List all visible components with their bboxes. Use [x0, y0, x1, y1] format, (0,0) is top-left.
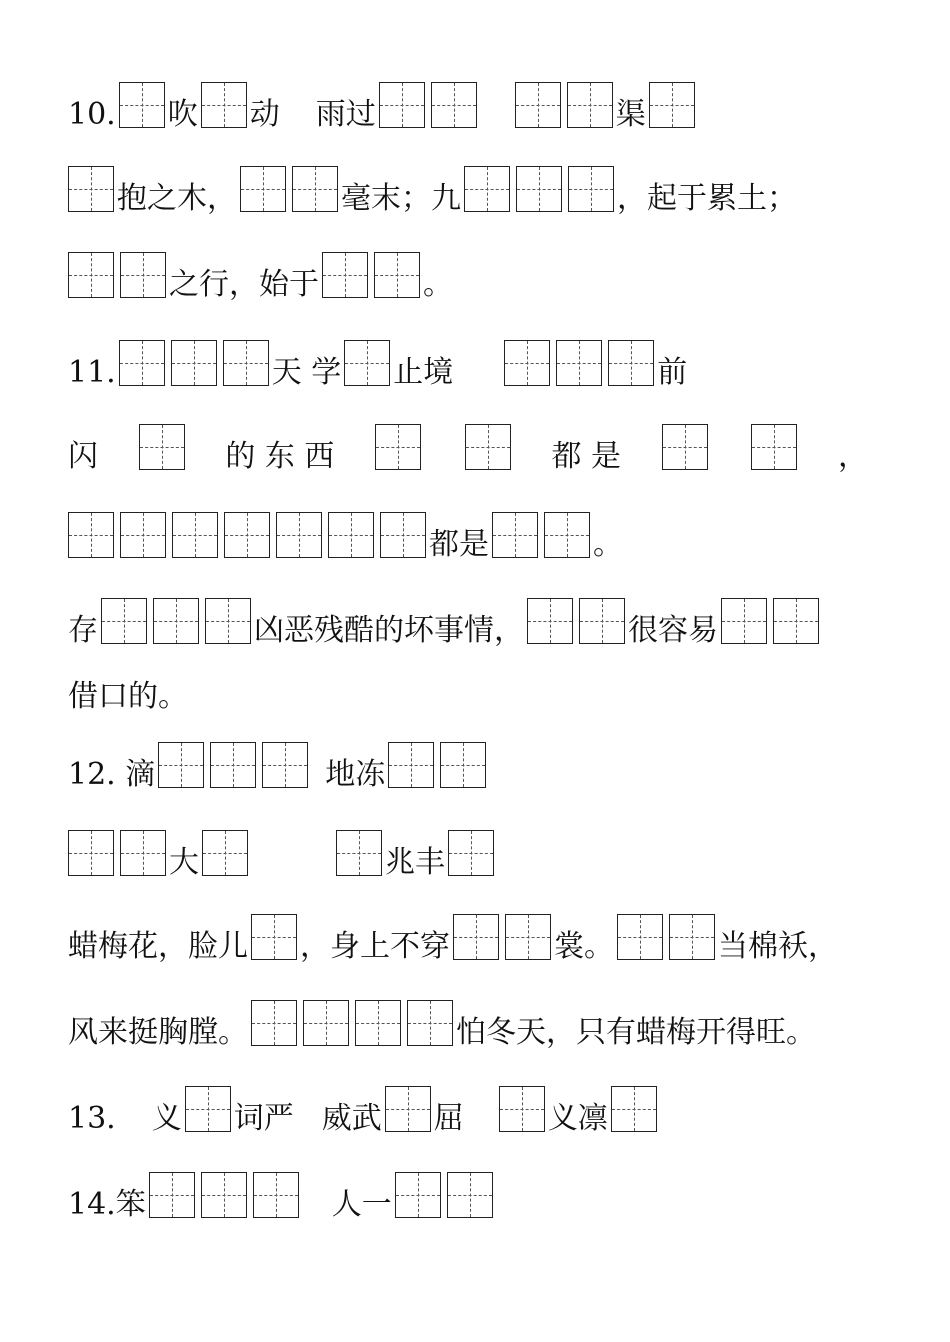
q12-line-1	[68, 742, 489, 792]
answer-box[interactable]	[119, 82, 165, 128]
answer-box[interactable]	[544, 512, 590, 558]
q10-text: ，起于累土；	[617, 181, 797, 216]
answer-box[interactable]	[251, 914, 297, 960]
answer-box[interactable]	[465, 424, 511, 470]
q10-text: 之行，始于	[169, 267, 319, 302]
q12-text: 蜡梅花，脸儿	[68, 929, 248, 964]
answer-box[interactable]	[223, 340, 269, 386]
answer-box[interactable]	[515, 82, 561, 128]
answer-box[interactable]	[611, 1086, 657, 1132]
answer-box[interactable]	[773, 598, 819, 644]
answer-box[interactable]	[505, 914, 551, 960]
q11-text: ，	[838, 439, 868, 474]
answer-box[interactable]	[119, 340, 165, 386]
answer-box[interactable]	[224, 512, 270, 558]
answer-box[interactable]	[205, 598, 251, 644]
q11-text: 存	[68, 613, 98, 648]
answer-box[interactable]	[447, 1172, 493, 1218]
answer-box[interactable]	[120, 830, 166, 876]
q11-text: 凶恶残酷的坏事情，	[254, 613, 524, 648]
answer-box[interactable]	[68, 252, 114, 298]
q12-text: 地冻	[325, 757, 386, 792]
q11-text: 前	[657, 355, 688, 390]
answer-box[interactable]	[464, 166, 510, 212]
answer-box[interactable]	[556, 340, 602, 386]
answer-box[interactable]	[101, 598, 147, 644]
answer-box[interactable]	[527, 598, 573, 644]
answer-box[interactable]	[201, 82, 247, 128]
q12-text: 大	[169, 845, 199, 880]
q10-text: 抱之木，	[117, 181, 237, 216]
answer-box[interactable]	[407, 1000, 453, 1046]
q10-number: 10.	[68, 97, 116, 132]
q14-text: 人一	[331, 1187, 392, 1222]
answer-box[interactable]	[68, 830, 114, 876]
q10-line-2	[68, 166, 797, 216]
answer-box[interactable]	[431, 82, 477, 128]
q10-line-1	[68, 82, 698, 132]
q12-number: 12. 滴	[68, 757, 156, 792]
answer-box[interactable]	[322, 252, 368, 298]
q13-text: 威武	[321, 1101, 382, 1136]
answer-box[interactable]	[139, 424, 185, 470]
answer-box[interactable]	[276, 512, 322, 558]
answer-box[interactable]	[149, 1172, 195, 1218]
answer-box[interactable]	[567, 82, 613, 128]
q12-line-2	[68, 830, 497, 880]
q12-text: 当棉袄，	[718, 929, 838, 964]
q10-text: 动	[249, 97, 280, 132]
answer-box[interactable]	[172, 512, 218, 558]
answer-box[interactable]	[379, 82, 425, 128]
answer-box[interactable]	[669, 914, 715, 960]
answer-box[interactable]	[201, 1172, 247, 1218]
q11-line-1	[68, 340, 687, 390]
q11-line-2	[68, 424, 868, 474]
q10-text: 毫末；九	[341, 181, 461, 216]
answer-box[interactable]	[516, 166, 562, 212]
q12-text: ，身上不穿	[300, 929, 450, 964]
q12-text: 裳。	[554, 929, 614, 964]
answer-box[interactable]	[388, 742, 434, 788]
answer-box[interactable]	[453, 914, 499, 960]
q12-line-3	[68, 914, 838, 964]
answer-box[interactable]	[253, 1172, 299, 1218]
q12-text: 兆丰	[385, 845, 445, 880]
answer-box[interactable]	[355, 1000, 401, 1046]
q14-line	[68, 1172, 496, 1222]
answer-box[interactable]	[303, 1000, 349, 1046]
q11-text: 借口的。	[68, 679, 188, 714]
q12-text: 怕冬天，只有蜡梅开得旺。	[456, 1015, 816, 1050]
answer-box[interactable]	[344, 340, 390, 386]
q10-text: 渠	[615, 97, 646, 132]
answer-box[interactable]	[202, 830, 248, 876]
q10-text: 。	[423, 267, 453, 302]
q13-text: 义凛	[547, 1101, 608, 1136]
q11-line-4	[68, 598, 822, 648]
answer-box[interactable]	[185, 1086, 231, 1132]
answer-box[interactable]	[375, 424, 421, 470]
answer-box[interactable]	[499, 1086, 545, 1132]
q13-line	[68, 1086, 660, 1136]
answer-box[interactable]	[158, 742, 204, 788]
q11-text: 都是	[429, 527, 489, 562]
answer-box[interactable]	[608, 340, 654, 386]
answer-box[interactable]	[751, 424, 797, 470]
answer-box[interactable]	[251, 1000, 297, 1046]
q11-line-3	[68, 512, 623, 562]
q13-number: 13.	[68, 1101, 116, 1136]
answer-box[interactable]	[240, 166, 286, 212]
q11-text: 的 东 西	[225, 439, 335, 474]
answer-box[interactable]	[153, 598, 199, 644]
answer-box[interactable]	[395, 1172, 441, 1218]
q11-text: 闪	[68, 439, 98, 474]
q13-text: 义	[151, 1101, 182, 1136]
answer-box[interactable]	[492, 512, 538, 558]
answer-box[interactable]	[568, 166, 614, 212]
q11-text: 止境	[393, 355, 454, 390]
q11-text: 天 学	[271, 355, 342, 390]
answer-box[interactable]	[721, 598, 767, 644]
answer-box[interactable]	[579, 598, 625, 644]
q13-text: 词严	[233, 1101, 294, 1136]
answer-box[interactable]	[380, 512, 426, 558]
answer-box[interactable]	[662, 424, 708, 470]
answer-box[interactable]	[120, 252, 166, 298]
answer-box[interactable]	[328, 512, 374, 558]
answer-box[interactable]	[374, 252, 420, 298]
q13-text: 屈	[433, 1101, 464, 1136]
answer-box[interactable]	[385, 1086, 431, 1132]
q11-text: 。	[593, 527, 623, 562]
answer-box[interactable]	[262, 742, 308, 788]
answer-box[interactable]	[120, 512, 166, 558]
q10-text: 雨过	[315, 97, 376, 132]
answer-box[interactable]	[292, 166, 338, 212]
answer-box[interactable]	[336, 830, 382, 876]
q11-text: 很容易	[628, 613, 718, 648]
q12-line-4	[68, 1000, 816, 1050]
q11-text: 都 是	[551, 439, 621, 474]
answer-box[interactable]	[440, 742, 486, 788]
answer-box[interactable]	[649, 82, 695, 128]
q11-line-5	[68, 680, 188, 714]
q14-text: 笨	[115, 1187, 146, 1222]
q14-number: 14.	[68, 1187, 116, 1222]
answer-box[interactable]	[210, 742, 256, 788]
q11-number: 11.	[68, 355, 116, 390]
answer-box[interactable]	[171, 340, 217, 386]
q10-text: 吹	[167, 97, 198, 132]
answer-box[interactable]	[448, 830, 494, 876]
answer-box[interactable]	[504, 340, 550, 386]
q10-line-3	[68, 252, 453, 302]
answer-box[interactable]	[617, 914, 663, 960]
answer-box[interactable]	[68, 166, 114, 212]
answer-box[interactable]	[68, 512, 114, 558]
q12-text: 风来挺胸膛。	[68, 1015, 248, 1050]
